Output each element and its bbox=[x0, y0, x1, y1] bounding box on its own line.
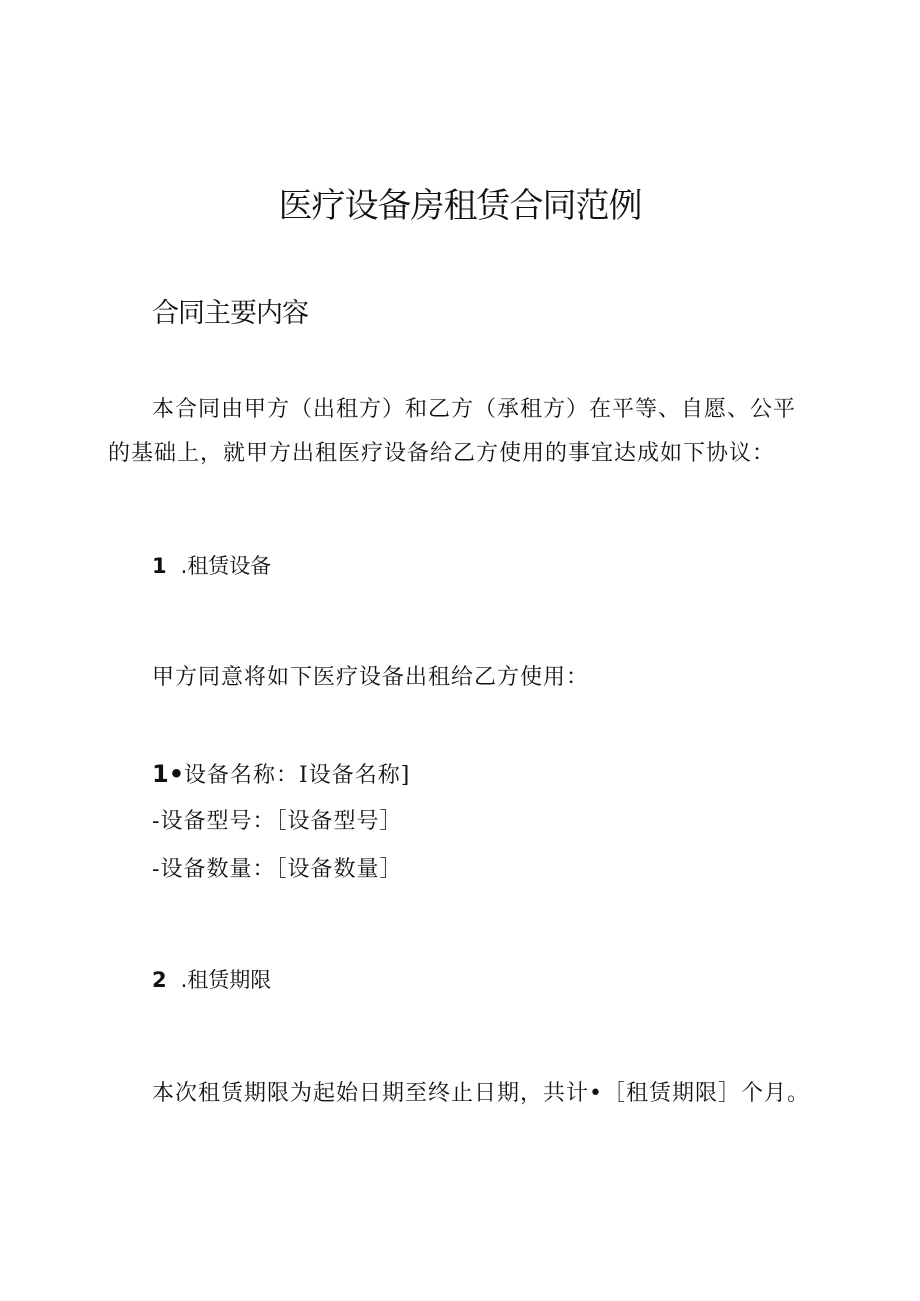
section-heading: 合同主要内容 bbox=[152, 298, 308, 329]
equipment-model-item bbox=[152, 802, 402, 842]
equipment-name-item bbox=[152, 754, 410, 796]
clause-1-title: .租赁设备 bbox=[180, 554, 272, 578]
item-2-marker: - bbox=[152, 809, 161, 834]
clause-2-number: 2 bbox=[152, 968, 167, 992]
item-3-text: 设备数量：［设备数量］ bbox=[160, 857, 403, 882]
item-2-text: 设备型号：［设备型号］ bbox=[160, 809, 403, 834]
clause-2-text: 本次租赁期限为起始日期至终止日期，共计•［租赁期限］个月。 bbox=[152, 1081, 810, 1106]
equipment-quantity-item bbox=[152, 850, 402, 890]
clause-1-heading bbox=[152, 550, 271, 582]
item-1-marker: 1• bbox=[152, 760, 185, 788]
clause-1-number: 1 bbox=[152, 554, 167, 578]
document-title: 医疗设备房租赁合同范例 bbox=[278, 186, 642, 226]
intro-paragraph-line-1: 本合同由甲方（出租方）和乙方（承租方）在平等、自愿、公平 bbox=[152, 397, 797, 422]
item-3-marker: - bbox=[152, 857, 161, 882]
intro-paragraph-line-2: 的基础上，就甲方出租医疗设备给乙方使用的事宜达成如下协议： bbox=[108, 441, 776, 466]
clause-1-text: 甲方同意将如下医疗设备出租给乙方使用： bbox=[152, 665, 590, 690]
clause-2-title: .租赁期限 bbox=[180, 968, 272, 992]
item-1-text: 设备名称：I设备名称] bbox=[184, 763, 411, 788]
clause-2-heading bbox=[152, 964, 271, 996]
